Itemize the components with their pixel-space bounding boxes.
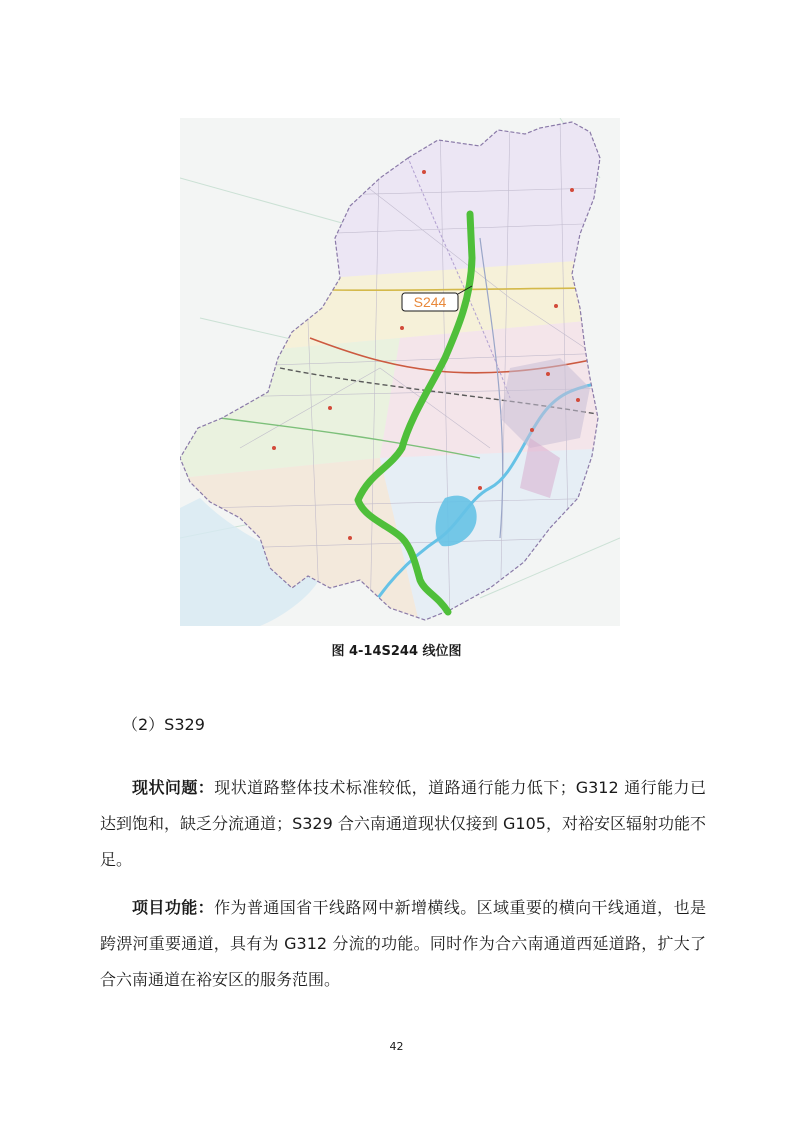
paragraph-current-issues (100, 770, 706, 878)
section-heading: （2）S329 (122, 715, 205, 734)
paragraph-lead: 项目功能： (132, 898, 215, 917)
paragraph-text: 作为普通国省干线路网中新增横线。区域重要的横向干线通道，也是跨淠河重要通道，具有为 G312 分流的功能。同时作为合六南通道西延道路，扩大了合六南通道在裕安区的服务范围。 (100, 898, 706, 989)
paragraph-project-function (100, 890, 706, 998)
page-number: 42 (389, 1040, 404, 1053)
route-label: S244 (413, 294, 447, 310)
paragraph-lead: 现状问题： (132, 778, 215, 797)
paragraph-text: 现状道路整体技术标准较低，道路通行能力低下；G312 通行能力已达到饱和，缺乏分流通道；S329 合六南通道现状仅接到 G105，对裕安区辐射功能不足。 (100, 778, 706, 869)
figure-caption: 图 4-14S244 线位图 (331, 644, 462, 659)
route-map (180, 118, 620, 626)
